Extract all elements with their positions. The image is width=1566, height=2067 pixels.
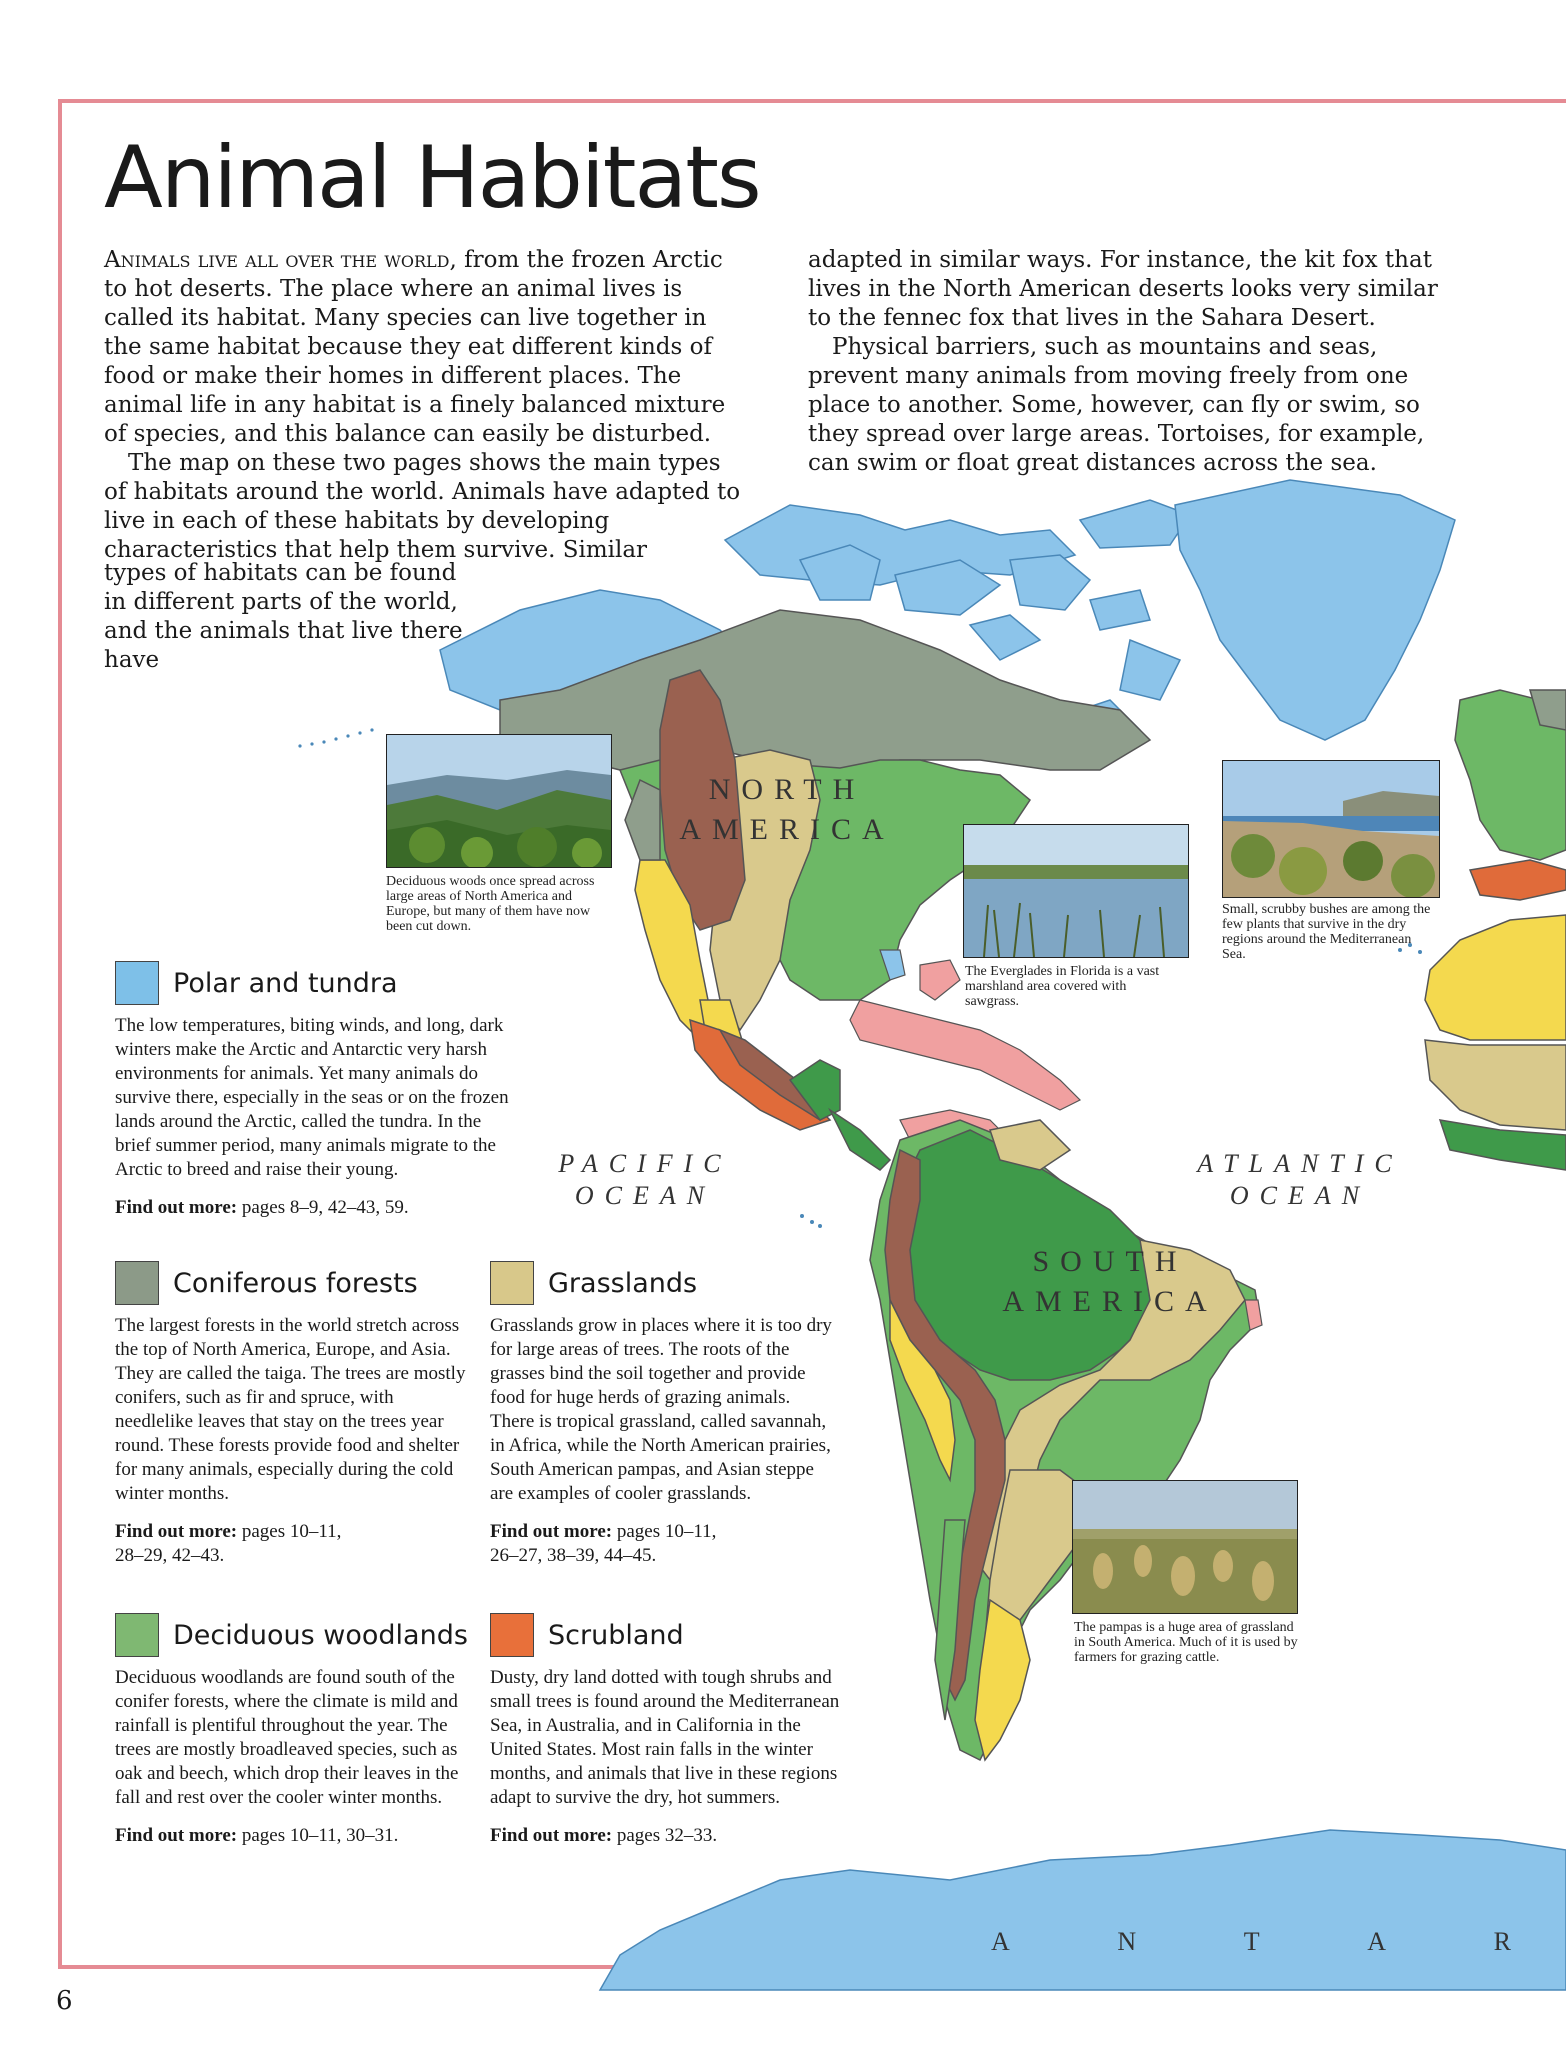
polar-swatch [115, 961, 159, 1005]
legend-polar-body: The low temperatures, biting winds, and long, dark winters make the Arctic and Antarctic very harsh environments for animals. Yet many animals do survive there, especially in the seas or on the frozen lands around the Arctic, called the tundra. In the brief summer period, many animals migrate to the Arctic to breed and raise their young. [115, 1015, 509, 1180]
photo-pampas [1072, 1480, 1298, 1614]
legend-scrubland-body: Dusty, dry land dotted with tough shrubs and small trees is found around the Mediterranean Sea, in Australia, and in California in the United States. Most rain falls in the winter months, and animals that live in these regions adapt to survive the dry, hot summers. [490, 1667, 840, 1808]
legend-grasslands-body: Grasslands grow in places where it is too dry for large areas of trees. The roots of the grasses bind the soil together and provide food for huge herds of grazing animals. There is tropical grassland, called savannah, in Africa, while the North American prairies, South American pampas, and Asian steppe are examples of cooler grasslands. [490, 1315, 832, 1504]
legend-coniferous-body: The largest forests in the world stretch across the top of North America, Europe, and Asia. They are called the taiga. The trees are mostly conifers, such as fir and spruce, with needlelike leaves that stay on the trees year round. These forests provide food and shelter for many animals, especially during the cold winter months. [115, 1315, 466, 1504]
legend-coniferous-name: Coniferous forests [173, 1267, 418, 1299]
label-antarctica-letter: A [991, 1927, 1010, 1956]
label-south-america-line2: AMERICA [1002, 1285, 1218, 1318]
legend-polar-pages: pages 8–9, 42–43, 59. [241, 1197, 409, 1218]
intro-lead: Animals live all over the world [104, 247, 450, 273]
label-atlantic-line2: OCEAN [1229, 1181, 1371, 1210]
legend-grasslands-name: Grasslands [548, 1267, 698, 1299]
find-out-more-label: Find out more: [490, 1521, 613, 1542]
legend-deciduous-header [115, 1610, 470, 1660]
caption-everglades: The Everglades in Florida is a vast marshland area covered with sawgrass. [965, 964, 1160, 1009]
africa-edge [1425, 915, 1566, 1040]
legend-polar [115, 958, 515, 1220]
legend-polar-header [115, 958, 515, 1008]
find-out-more-label: Find out more: [115, 1521, 238, 1542]
legend-coniferous-more [115, 1520, 470, 1568]
legend-coniferous-pages: pages 10–11, [241, 1521, 342, 1542]
intro-column-2 [808, 246, 1468, 478]
label-pacific-line1: PACIFIC [558, 1149, 732, 1178]
grasslands-swatch [490, 1261, 534, 1305]
label-antarctica-letter: A [1367, 1927, 1387, 1956]
legend-deciduous [115, 1610, 470, 1848]
legend-grasslands-pages: pages 10–11, [616, 1521, 717, 1542]
legend-coniferous [115, 1258, 470, 1568]
intro-paragraph-4: Physical barriers, such as mountains and seas, prevent many animals from moving freely from one place to another. Some, however, can fly or swim, so they spread over large areas. Tortoises, for example, can swim or float great distances across the sea. [808, 334, 1425, 476]
legend-scrubland-name: Scrubland [548, 1619, 684, 1651]
legend-deciduous-pages: pages 10–11, 30–31. [241, 1825, 399, 1846]
label-atlantic-line1: ATLANTIC [1197, 1149, 1403, 1178]
legend-grasslands [490, 1258, 835, 1568]
find-out-more-label: Find out more: [490, 1825, 613, 1846]
page-number: 6 [56, 1986, 73, 2016]
label-atlantic-ocean [1185, 1148, 1415, 1212]
caption-mediterranean-scrub: Small, scrubby bushes are among the few plants that survive in the dry regions around the Mediterranean Sea. [1222, 902, 1431, 962]
label-pacific-ocean [550, 1148, 740, 1212]
legend-deciduous-body: Deciduous woodlands are found south of the conifer forests, where the climate is mild and rainfall is plentiful throughout the year. The trees are mostly broadleaved species, such as oak and beech, which drop their leaves in the fall and rest over the cooler winter months. [115, 1667, 459, 1808]
legend-scrubland [490, 1610, 840, 1848]
page-title: Animal Habitats [104, 128, 760, 228]
intro-column-1-narrow: types of habitats can be found in different parts of the world, and the animals that live there have [104, 560, 463, 673]
photo-deciduous-woods [386, 734, 612, 868]
legend-polar-name: Polar and tundra [173, 967, 398, 999]
label-north-america [662, 770, 912, 850]
coniferous-swatch [115, 1261, 159, 1305]
label-antarctica [991, 1927, 1511, 1957]
label-antarctica-letter: R [1493, 1927, 1511, 1956]
legend-scrubland-pages: pages 32–33. [616, 1825, 718, 1846]
legend-polar-more [115, 1196, 515, 1220]
scrubland-swatch [490, 1613, 534, 1657]
label-south-america-line1: SOUTH [1032, 1245, 1188, 1278]
label-north-america-line1: NORTH [708, 773, 866, 806]
legend-deciduous-more [115, 1824, 470, 1848]
legend-coniferous-header [115, 1258, 470, 1308]
legend-grasslands-header [490, 1258, 835, 1308]
photo-mediterranean-scrub [1222, 760, 1440, 898]
label-pacific-line2: OCEAN [574, 1181, 716, 1210]
intro-paragraph-2: The map on these two pages shows the main types of habitats around the world. Animals have adapted to live in each of these habitats by developing characteristics that help them survive. Similar [104, 450, 741, 563]
label-south-america [980, 1242, 1240, 1322]
photo-everglades [963, 824, 1189, 958]
intro-paragraph-1-text: , from the frozen Arctic to hot deserts. The place where an animal lives is called its habitat. Many species can live together in the same habitat because they eat different kinds of food or make their homes in different places. The animal life in any habitat is a finely balanced mixture of species, and this balance can easily be disturbed. [104, 247, 726, 447]
legend-coniferous-pages-2: 28–29, 42–43. [115, 1545, 225, 1566]
caption-deciduous-woods: Deciduous woods once spread across large areas of North America and Europe, but many of them have now been cut down. [386, 874, 595, 934]
label-antarctica-letter: N [1117, 1927, 1137, 1956]
intro-column-1 [104, 246, 744, 565]
intro-paragraph-1 [104, 246, 744, 449]
legend-grasslands-more [490, 1520, 835, 1568]
label-north-america-line2: AMERICA [679, 813, 895, 846]
legend-deciduous-name: Deciduous woodlands [173, 1619, 468, 1651]
find-out-more-label: Find out more: [115, 1197, 238, 1218]
label-antarctica-letter: T [1243, 1927, 1260, 1956]
intro-paragraph-3: adapted in similar ways. For instance, the kit fox that lives in the North American deserts looks very similar to the fennec fox that lives in the Sahara Desert. [808, 247, 1438, 331]
find-out-more-label: Find out more: [115, 1825, 238, 1846]
legend-scrubland-more [490, 1824, 840, 1848]
legend-scrubland-header [490, 1610, 840, 1660]
caption-pampas: The pampas is a huge area of grassland in South America. Much of it is used by farmers for grazing cattle. [1074, 1620, 1298, 1665]
legend-grasslands-pages-2: 26–27, 38–39, 44–45. [490, 1545, 657, 1566]
deciduous-swatch [115, 1613, 159, 1657]
coral-region [920, 960, 960, 1000]
